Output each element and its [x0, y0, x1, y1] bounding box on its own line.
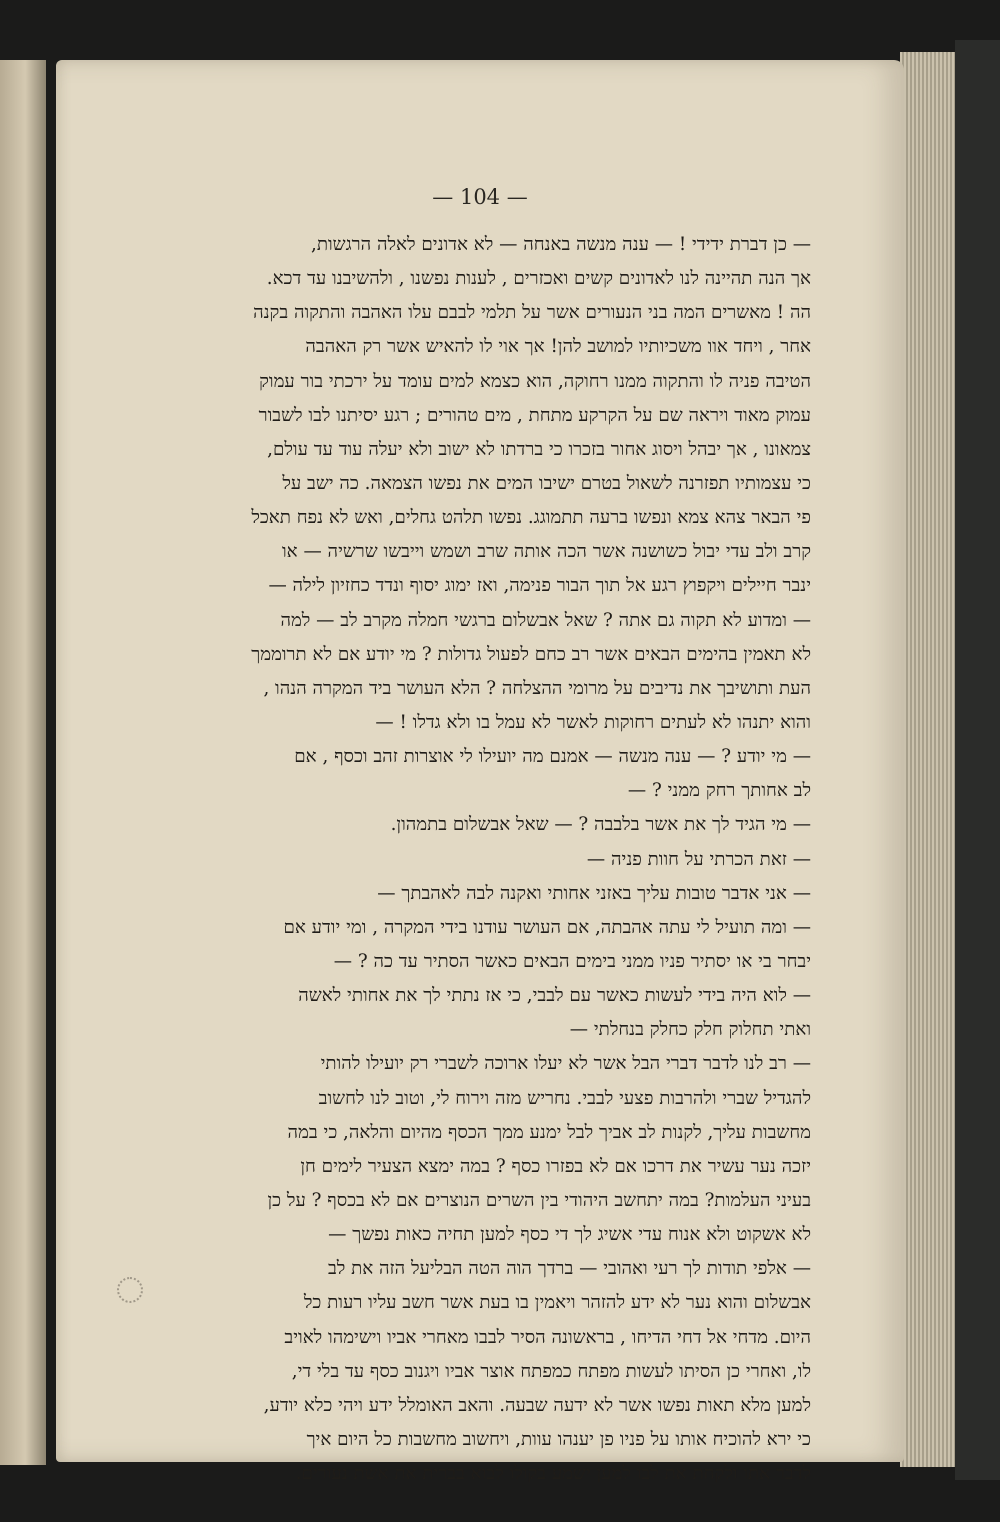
text-line: לב אחותך רחק ממני ? —: [627, 780, 811, 802]
text-line: מחשבות עליך, לקנות לב אביך לבל ימנע ממך הכסף מהיום והלאה, כי במה: [287, 1121, 811, 1143]
text-line: עמוק מאוד ויראה שם על הקרקע מתחת , מים טהורים ; רגע יסיתנו לבו לשבור: [258, 404, 811, 426]
facing-page-edge: [0, 60, 46, 1465]
text-line: — ומדוע לא תקוה גם אתה ? שאל אבשלום ברגשי חמלה מקרב לב — למה: [280, 609, 811, 631]
text-line: — כן דברת ידידי ! — ענה מנשה באנחה — לא אדונים לאלה הרגשות,: [311, 234, 811, 255]
text-line: למען מלא תאות נפשו אשר לא ידעה שבעה. והאב האומלל ידע ויהי כלא יודע,: [263, 1394, 811, 1416]
text-line: ואתי תחלוק חלק כחלק בנחלתי —: [569, 1019, 811, 1041]
text-line: אבשלום והוא נער לא ידע להזהר ויאמין בו בעת אשר חשב עליו רעות כל: [303, 1292, 811, 1314]
library-stamp: [117, 1277, 143, 1303]
text-line: בעיני העלמות? במה יתחשב היהודי בין השרים הנוצרים אם לא בכסף ? על כן: [267, 1189, 811, 1211]
text-line: והוא יתנהו לא לעתים רחוקות לאשר לא עמל בו ולא גדלו ! —: [375, 711, 811, 733]
text-line: — מי יודע ? — ענה מנשה — אמנם מה יועילו לי אוצרות זהב וכסף , אם: [294, 746, 811, 768]
text-line: פי הבאר צהא צמא ונפשו ברעה תתמוגג. נפשו תלהט גחלים, ואש לא נפח תאכל: [251, 507, 811, 529]
body-text: [125, 228, 811, 1491]
text-line: לו, ואחרי כן הסיתו לעשות מפתח כמפתח אוצר אביו ויגנוב כסף עד בלי די,: [291, 1360, 811, 1382]
text-line: — מי הגיד לך את אשר בלבבה ? — שאל אבשלום בתמהון.: [390, 814, 811, 836]
text-line: צמאונו , אך יבהל ויסוג אחור בזכרו כי ברדתו לא ישוב ולא יעלה עוד עד עולם,: [267, 438, 811, 460]
text-line: היום. מדחי אל דחי הדיחו , בראשונה הסיר לבבו מאחרי אביו וישימהו לאויב: [284, 1326, 811, 1348]
page-stack-edge: [900, 52, 960, 1467]
text-line: הטיבה פניה לו והתקוה ממנו רחוקה, הוא כצמא למים עומד על ירכתי בור עמוק: [259, 370, 811, 392]
text-line: — זאת הכרתי על חוות פניה —: [586, 848, 811, 870]
text-line: קרב ולב עדי יבול כשושנה אשר הכה אותה שרב ושמש וייבשו שרשיה — או: [282, 541, 811, 563]
text-line: ינבר חיילים ויקפוץ רגע אל תוך הבור פנימה, ואז ימוג יסוף ונדד כחזיון לילה —: [268, 575, 811, 597]
text-line: — אלפי תודות לך רעי ואהובי — ברדך הוה הטה הבליעל הזה את לב: [327, 1258, 811, 1280]
text-line: להגדיל שברי ולהרבות פצעי לבבי. נחריש מזה וירוח לי, וטוב לנו לחשוב: [318, 1087, 811, 1109]
text-line: — ומה תועיל לי עתה אהבתה, אם העושר עודנו בידי המקרה , ומי יודע אם: [283, 916, 811, 938]
text-line: — רב לנו לדבר דברי הבל אשר לא יעלו ארוכה לשברי רק יועילו להותי: [320, 1053, 811, 1075]
text-line: אחר , ויחד אוו משכיותיו למושב להן! אך אוי לו להאיש אשר רק האהבה: [305, 336, 811, 358]
book-page: [56, 60, 904, 1485]
text-line: אך הנה תהיינה לנו לאדונים קשים ואכזרים , לענות נפשנו , ולהשיבנו עד דכא.: [266, 268, 811, 290]
text-line: יבחר בי או יסתיר פניו ממני בימים הבאים כאשר הסתיר עד כה ? —: [333, 950, 811, 972]
text-line: לא תאמין בהימים הבאים אשר רב כחם לפעול גדולות ? מי יודע אם לא תרוממך: [251, 643, 811, 665]
text-line: — לוא היה בידי לעשות כאשר עם לבבי, כי אז נתתי לך את אחותי לאשה: [298, 985, 811, 1007]
text-line: העת ותושיבך את נדיבים על מרומי ההצלחה ? הלא העושר ביד המקרה הנהו ,: [263, 677, 811, 699]
text-line: לדבר אתו ולקחת את לבו למען ישמע בקולו לבוא בברית את אשת נעורים.: [295, 1463, 811, 1485]
text-line: — אני אדבר טובות עליך באזני אחותי ואקנה לבה לאהבתך —: [377, 882, 811, 904]
text-line: כי עצמותיו תפזרנה לשאול בטרם ישיבו המים את נפשו הצמאה. כה ישב על: [282, 472, 811, 494]
text-line: לא אשקוט ולא אנוח עדי אשיג לך די כסף למען תחיה כאות נפשך —: [328, 1224, 811, 1246]
page-number: — 104 —: [432, 185, 528, 209]
text-line: הה ! מאשרים המה בני הנעורים אשר על תלמי לבבם עלו האהבה והתקוה בקנה: [253, 302, 811, 324]
book-cover: [955, 40, 1000, 1480]
text-line: כי ירא להוכיח אותו על פניו פן יענהו עוות, ויחשוב מחשבות כל היום איך: [306, 1428, 811, 1450]
text-line: יזכה נער עשיר את דרכו אם לא בפזרו כסף ? במה ימצא הצעיר לימים חן: [300, 1155, 811, 1177]
